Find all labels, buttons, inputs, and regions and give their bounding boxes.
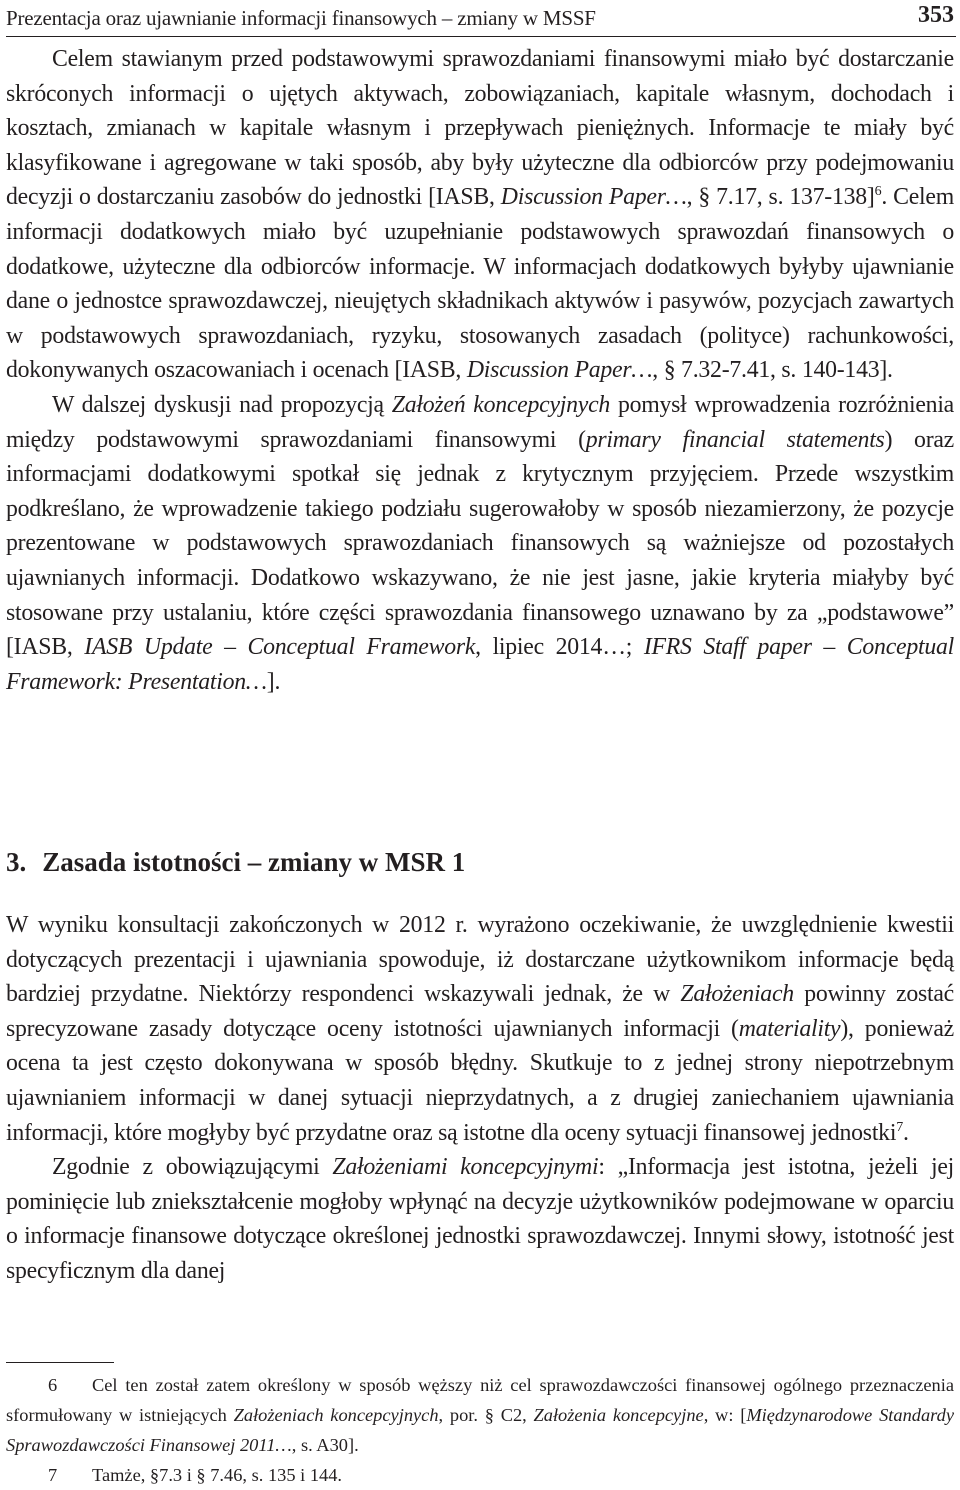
citation-title: Discussion Paper… [500,184,687,211]
citation-title: Założeń koncepcyjnych [391,391,611,418]
citation-title: IASB Update – Conceptual Framework [84,634,476,661]
running-title: Prezentacja oraz ujawnianie informacji finansowych – zmiany w MSSF [6,6,596,30]
footnote-7: 7 Tamże, §7.3 i § 7.46, s. 135 i 144. [6,1460,954,1490]
english-term: materiality [738,1015,841,1042]
paragraph-4: Zgodnie z obowiązującymi Założeniami koncepcyjnymi: „Informacja jest istotna, jeżeli jej pominięcie lub zniekształcenie mogłoby wpłynąć na decyzje użytkowników podejmowane w oparciu o informacje finansowe dotyczące określonej jednostki sprawozdawczej. Innymi słowy, istotność jest specyficznym dla danej [6,1154,954,1284]
footnote-number: 7 [48,1465,58,1485]
paragraph-1: Celem stawianym przed podstawowymi sprawozdaniami finansowymi miało być dostarczanie skróconych informacji o ujętych aktywach, zobowiązaniach, kapitale własnym, dochodach i kosztach, zmianach w kapitale własnym i przepływach pieniężnych. Informacje te miały być klasyfikowane i agregowane w taki sposób, aby były użyteczne dla odbiorców przy podejmowaniu decyzji o dostarczaniu zasobów do jednostki [IASB, Discussion Paper…, § 7.17, s. 137-138]$^6$. Celem informacji dodatkowych miało być uzupełnianie podstawowych sprawozdań finansowych o dodatkowe, użyteczne dla odbiorców informacje. W informacjach dodatkowych byłyby ujawnianie dane o jednostce sprawozdawczej, nieujętych składnikach aktywów i pasywów, pozycjach zawartych w podstawowych sprawozdaniach, ryzyku, stosowanych zasadach (polityce) rachunkowości, dokonywanych oszacowaniach i ocenach [IASB, Discussion Paper…, § 7.32-7.41, s. 140-143]. [6,46,954,384]
paragraph-2: W dalszej dyskusji nad propozycją Założeń koncepcyjnych pomysł wprowadzenia rozróżnienia między podstawowymi sprawozdaniami finansowymi (primary financial statements) oraz informacjami dodatkowymi spotkał się jednak z krytycznym przyjęciem. Przede wszystkim podkreślano, że wprowadzenie takiego podziału sugerowałoby w sposób niezamierzony, że pozycje prezentowane w podstawowych sprawozdaniach finansowych są ważniejsze od pozostałych ujawnianych informacji. Dodatkowo wskazywano, że nie jest jasne, jakie kryteria miałyby być stosowane przy ustalaniu, które części sprawozdania finansowego uznawano by za „podstawowe” [IASB, IASB Update – Conceptual Framework, lipiec 2014…; IFRS Staff paper – Conceptual Framework: Presentation…]. [6,391,954,695]
body-text-top [6,42,954,699]
footnote-divider [6,1362,114,1363]
page-number: 353 [918,2,954,28]
body-text-bottom [6,908,954,1289]
citation-title: Discussion Paper… [466,357,653,384]
footnote-ref-7[interactable]: 7 [896,1119,903,1135]
footnotes [6,1370,954,1490]
section-number: 3. [6,847,27,877]
footnote-number: 6 [48,1375,58,1395]
citation-title: IFRS Staff paper – Conceptual Framework: Presentation… [6,634,954,695]
citation-title: Założeniami koncepcyjnymi [332,1154,599,1181]
citation-title: Założeniach [680,981,794,1008]
english-term: primary financial statements [585,426,885,453]
section-title: Zasada istotności – zmiany w MSR 1 [42,847,466,877]
footnote-6: 6 Cel ten został zatem określony w sposób węższy niż cel sprawozdawczości finansowej ogólnego przeznaczenia sformułowany w istniejących Założeniach koncepcyjnych, por. § C2, Założenia koncepcyjne, w: [Międzynarodowe Standardy Sprawozdawczości Finansowej 2011…, s. A30]. [6,1370,954,1460]
section-heading [6,845,465,879]
paragraph-3: W wyniku konsultacji zakończonych w 2012 r. wyrażono oczekiwanie, że uwzględnienie kwestii dotyczących prezentacji i ujawniania spowoduje, iż dostarczane użytkownikom informacje będą bardziej przydatne. Niektórzy respondenci wskazywali jednak, że w Założeniach powinny zostać sprecyzowane zasady dotyczące oceny istotności ujawnianych informacji (materiality), ponieważ ocena ta jest często dokonywana w sposób błędny. Skutkuje to z jednej strony niepotrzebnym ujawnianiem informacji w danej sytuacji nieprzydatnych, a z drugiej zaniechaniem ujawniania informacji, które mogłyby być przydatne oraz są istotne dla oceny sytuacji finansowej jednostki$^7$. [6,912,954,1146]
footnote-ref-6[interactable]: 6 [874,184,882,200]
running-header [6,2,956,37]
